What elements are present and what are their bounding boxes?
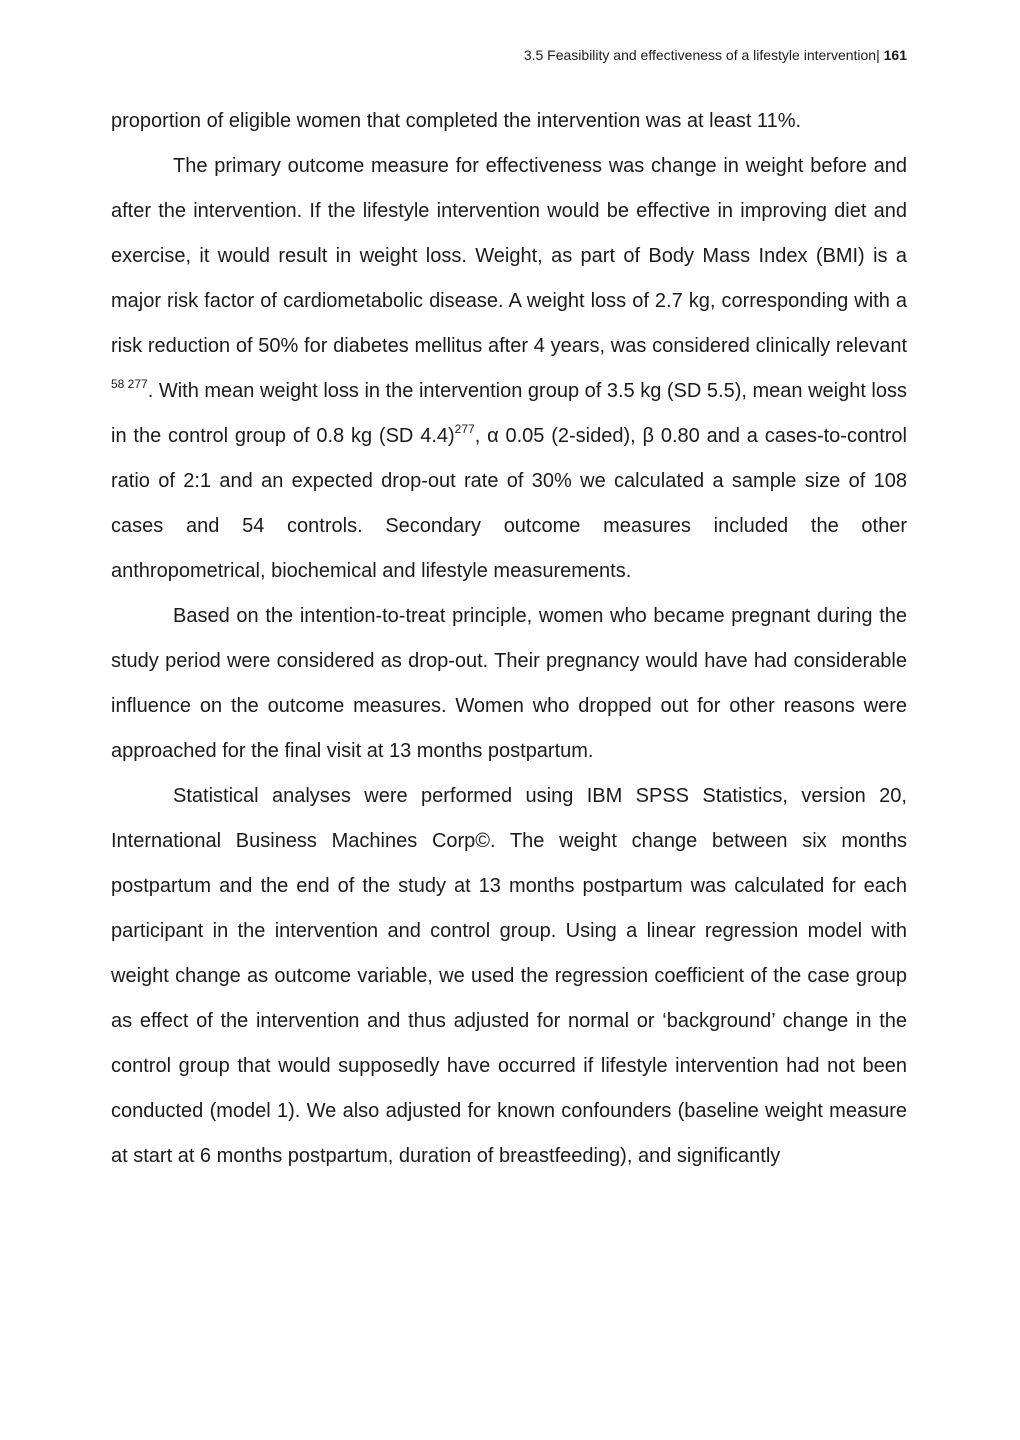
paragraph-continuation: proportion of eligible women that completed the intervention was at least 11%. (111, 110, 802, 132)
paragraph-text: , α 0.05 (2-sided), β 0.80 and a cases-to-control ratio of 2:1 and an expected drop-out rate of 30% we calculated a sample size of 108 cases and 54 controls. Secondary outcome measures included the other anthropometrical, biochemical and lifestyle measurements. (111, 425, 907, 582)
citation-superscript: 277 (454, 422, 475, 436)
running-header (524, 46, 907, 64)
citation-superscript: 58 277 (111, 377, 148, 391)
running-title: 3.5 Feasibility and effectiveness of a lifestyle intervention (523, 47, 877, 63)
paragraph-text: The primary outcome measure for effectiveness was change in weight before and after the intervention. If the lifestyle intervention would be effective in improving diet and exercise, it would result in weight loss. Weight, as part of Body Mass Index (BMI) is a major risk factor of cardiometabolic disease. A weight loss of 2.7 kg, corresponding with a risk reduction of 50% for diabetes mellitus after 4 years, was considered clinically relevant (111, 155, 907, 357)
header-separator: | (876, 47, 884, 63)
paragraph-primary-outcome (111, 144, 907, 594)
paragraph-statistical-analyses: Statistical analyses were performed using IBM SPSS Statistics, version 20, International Business Machines Corp©. The weight change between six months postpartum and the end of the study at 13 months postpartum was calculated for each participant in the intervention and control group. Using a linear regression model with weight change as outcome variable, we used the regression coefficient of the case group as effect of the intervention and thus adjusted for normal or ‘background’ change in the control group that would supposedly have occurred if lifestyle intervention had not been conducted (model 1). We also adjusted for known confounders (baseline weight measure at start at 6 months postpartum, duration of breastfeeding), and significantly (111, 785, 907, 1167)
paragraph-intention-to-treat: Based on the intention-to-treat principle, women who became pregnant during the study period were considered as drop-out. Their pregnancy would have had considerable influence on the outcome measures. Women who dropped out for other reasons were approached for the final visit at 13 months postpartum. (111, 605, 907, 762)
body-text (111, 99, 907, 1179)
page-number: 161 (883, 47, 907, 63)
paragraph-text: . With mean weight loss in the intervention group of 3.5 kg (SD 5.5), mean weight loss in the control group of 0.8 kg (SD 4.4) (111, 380, 908, 447)
